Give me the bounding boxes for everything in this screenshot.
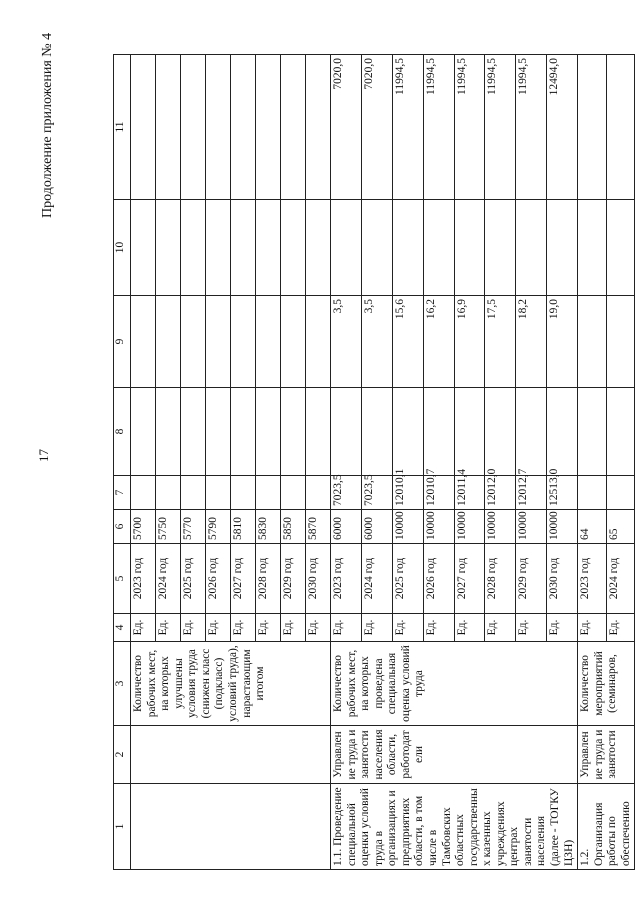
value-cell-8 <box>485 388 516 476</box>
value-cell-9: 16,2 <box>423 296 454 388</box>
value-cell-9 <box>206 296 231 388</box>
value-cell-6: 5830 <box>256 510 281 544</box>
value-cell-11: 12494,0 <box>547 55 578 200</box>
value-cell-8 <box>392 388 423 476</box>
value-cell-9: 15,6 <box>392 296 423 388</box>
unit-cell: Ед. <box>156 614 181 642</box>
year-cell: 2024 год <box>606 544 635 614</box>
value-cell-7 <box>606 476 635 510</box>
value-cell-10 <box>156 200 181 296</box>
header-cell-5: 5 <box>114 544 131 614</box>
value-cell-7 <box>578 476 607 510</box>
executor-cell: Управление труда и занятости населения области, работодатели <box>331 726 578 784</box>
value-cell-8 <box>256 388 281 476</box>
value-cell-9 <box>156 296 181 388</box>
header-cell-3: 3 <box>114 642 131 726</box>
value-cell-8 <box>156 388 181 476</box>
unit-cell: Ед. <box>281 614 306 642</box>
value-cell-7 <box>281 476 306 510</box>
year-cell: 2025 год <box>392 544 423 614</box>
value-cell-10 <box>578 200 607 296</box>
value-cell-11 <box>156 55 181 200</box>
value-cell-6: 5750 <box>156 510 181 544</box>
value-cell-7 <box>156 476 181 510</box>
unit-cell: Ед. <box>516 614 547 642</box>
header-cell-11: 11 <box>114 55 131 200</box>
value-cell-7: 12012,7 <box>516 476 547 510</box>
year-cell: 2025 год <box>181 544 206 614</box>
value-cell-8 <box>361 388 392 476</box>
value-cell-7: 7023,5 <box>331 476 362 510</box>
value-cell-7: 12011,4 <box>454 476 485 510</box>
value-cell-11: 11994,5 <box>516 55 547 200</box>
year-cell: 2030 год <box>306 544 331 614</box>
value-cell-11: 11994,5 <box>423 55 454 200</box>
executor-cell: Управление труда и занятости <box>578 726 635 784</box>
value-cell-10 <box>131 200 156 296</box>
table-body <box>114 55 635 870</box>
value-cell-8 <box>281 388 306 476</box>
unit-cell: Ед. <box>206 614 231 642</box>
value-cell-7 <box>131 476 156 510</box>
unit-cell: Ед. <box>306 614 331 642</box>
year-cell: 2028 год <box>256 544 281 614</box>
value-cell-6: 10000 <box>516 510 547 544</box>
value-cell-7: 7023,5 <box>361 476 392 510</box>
value-cell-6: 5790 <box>206 510 231 544</box>
value-cell-10 <box>231 200 256 296</box>
unit-cell: Ед. <box>331 614 362 642</box>
value-cell-8 <box>206 388 231 476</box>
value-cell-9: 3,5 <box>361 296 392 388</box>
value-cell-9 <box>306 296 331 388</box>
value-cell-7: 12010,1 <box>392 476 423 510</box>
value-cell-8 <box>306 388 331 476</box>
year-cell: 2029 год <box>281 544 306 614</box>
header-cell-6: 6 <box>114 510 131 544</box>
value-cell-7 <box>306 476 331 510</box>
measures-table <box>113 54 635 870</box>
value-cell-10 <box>485 200 516 296</box>
unit-cell: Ед. <box>181 614 206 642</box>
header-row <box>114 55 131 870</box>
value-cell-10 <box>423 200 454 296</box>
value-cell-11: 7020,0 <box>361 55 392 200</box>
value-cell-11 <box>231 55 256 200</box>
header-cell-2: 2 <box>114 726 131 784</box>
value-cell-11 <box>578 55 607 200</box>
value-cell-8 <box>516 388 547 476</box>
value-cell-9: 19,0 <box>547 296 578 388</box>
year-cell: 2027 год <box>454 544 485 614</box>
page-number: 17 <box>36 449 51 462</box>
value-cell-10 <box>306 200 331 296</box>
value-cell-6: 5770 <box>181 510 206 544</box>
header-cell-4: 4 <box>114 614 131 642</box>
value-cell-8 <box>454 388 485 476</box>
unit-cell: Ед. <box>423 614 454 642</box>
value-cell-8 <box>181 388 206 476</box>
value-cell-6: 10000 <box>547 510 578 544</box>
value-cell-9 <box>606 296 635 388</box>
rotated-table-wrapper <box>113 55 632 870</box>
header-cell-8: 8 <box>114 388 131 476</box>
value-cell-10 <box>281 200 306 296</box>
header-cell-1: 1 <box>114 784 131 870</box>
value-cell-7 <box>181 476 206 510</box>
value-cell-11 <box>306 55 331 200</box>
value-cell-8 <box>331 388 362 476</box>
year-cell: 2023 год <box>578 544 607 614</box>
unit-cell: Ед. <box>231 614 256 642</box>
year-cell: 2029 год <box>516 544 547 614</box>
value-cell-6: 10000 <box>392 510 423 544</box>
unit-cell: Ед. <box>606 614 635 642</box>
unit-cell: Ед. <box>454 614 485 642</box>
value-cell-11 <box>606 55 635 200</box>
value-cell-8 <box>547 388 578 476</box>
value-cell-6: 64 <box>578 510 607 544</box>
year-cell: 2026 год <box>206 544 231 614</box>
value-cell-10 <box>454 200 485 296</box>
value-cell-11 <box>256 55 281 200</box>
year-cell: 2026 год <box>423 544 454 614</box>
table-row <box>331 55 362 870</box>
year-cell: 2028 год <box>485 544 516 614</box>
value-cell-9: 3,5 <box>331 296 362 388</box>
indicator-cell: Количество рабочих мест, на которых улучшены условия труда (снижен класс (подкласс) условий труда), нарастающим итогом <box>131 642 331 726</box>
value-cell-6: 6000 <box>361 510 392 544</box>
unit-cell: Ед. <box>361 614 392 642</box>
value-cell-8 <box>606 388 635 476</box>
value-cell-11: 11994,5 <box>392 55 423 200</box>
value-cell-8 <box>231 388 256 476</box>
value-cell-6: 5870 <box>306 510 331 544</box>
value-cell-9 <box>131 296 156 388</box>
value-cell-6: 10000 <box>485 510 516 544</box>
unit-cell: Ед. <box>392 614 423 642</box>
unit-cell: Ед. <box>485 614 516 642</box>
table-row <box>578 55 607 870</box>
value-cell-9 <box>181 296 206 388</box>
header-cell-9: 9 <box>114 296 131 388</box>
value-cell-11 <box>181 55 206 200</box>
value-cell-6: 5810 <box>231 510 256 544</box>
table-row <box>131 55 156 870</box>
value-cell-9 <box>256 296 281 388</box>
value-cell-8 <box>131 388 156 476</box>
value-cell-6: 65 <box>606 510 635 544</box>
value-cell-10 <box>606 200 635 296</box>
value-cell-11 <box>131 55 156 200</box>
header-cell-7: 7 <box>114 476 131 510</box>
unit-cell: Ед. <box>578 614 607 642</box>
value-cell-9: 16,9 <box>454 296 485 388</box>
value-cell-11: 7020,0 <box>331 55 362 200</box>
measure-cell: 1.1. Проведение специальной оценки условий труда в организациях и предприятиях области, в том числе в Тамбовских областных государственных казенных учреждениях центрах занятости населения (далее - ТОГКУ ЦЗН) <box>331 784 578 870</box>
value-cell-10 <box>547 200 578 296</box>
value-cell-7 <box>256 476 281 510</box>
value-cell-6: 5700 <box>131 510 156 544</box>
value-cell-11: 11994,5 <box>454 55 485 200</box>
appendix-caption: Продолжение приложения № 4 <box>40 32 55 218</box>
year-cell: 2030 год <box>547 544 578 614</box>
value-cell-8 <box>578 388 607 476</box>
executor-cell <box>131 726 331 784</box>
year-cell: 2023 год <box>331 544 362 614</box>
header-cell-10: 10 <box>114 200 131 296</box>
value-cell-10 <box>256 200 281 296</box>
value-cell-9: 18,2 <box>516 296 547 388</box>
value-cell-7 <box>206 476 231 510</box>
value-cell-7: 12513,0 <box>547 476 578 510</box>
value-cell-10 <box>392 200 423 296</box>
year-cell: 2023 год <box>131 544 156 614</box>
year-cell: 2027 год <box>231 544 256 614</box>
value-cell-10 <box>181 200 206 296</box>
year-cell: 2024 год <box>361 544 392 614</box>
value-cell-10 <box>206 200 231 296</box>
value-cell-7: 12012,0 <box>485 476 516 510</box>
value-cell-9 <box>231 296 256 388</box>
value-cell-6: 6000 <box>331 510 362 544</box>
value-cell-6: 10000 <box>423 510 454 544</box>
value-cell-11 <box>281 55 306 200</box>
value-cell-11: 11994,5 <box>485 55 516 200</box>
value-cell-7 <box>231 476 256 510</box>
value-cell-10 <box>331 200 362 296</box>
value-cell-8 <box>423 388 454 476</box>
value-cell-9: 17,5 <box>485 296 516 388</box>
indicator-cell: Количество мероприятий (семинаров, <box>578 642 635 726</box>
measure-cell: 1.2. Организация работы по обеспечению <box>578 784 635 870</box>
unit-cell: Ед. <box>256 614 281 642</box>
value-cell-10 <box>516 200 547 296</box>
unit-cell: Ед. <box>547 614 578 642</box>
value-cell-9 <box>281 296 306 388</box>
indicator-cell: Количество рабочих мест, на которых проведена специальная оценка условий труда <box>331 642 578 726</box>
value-cell-7: 12010,7 <box>423 476 454 510</box>
measure-cell <box>131 784 331 870</box>
unit-cell: Ед. <box>131 614 156 642</box>
year-cell: 2024 год <box>156 544 181 614</box>
value-cell-10 <box>361 200 392 296</box>
value-cell-6: 10000 <box>454 510 485 544</box>
value-cell-11 <box>206 55 231 200</box>
value-cell-9 <box>578 296 607 388</box>
value-cell-6: 5850 <box>281 510 306 544</box>
